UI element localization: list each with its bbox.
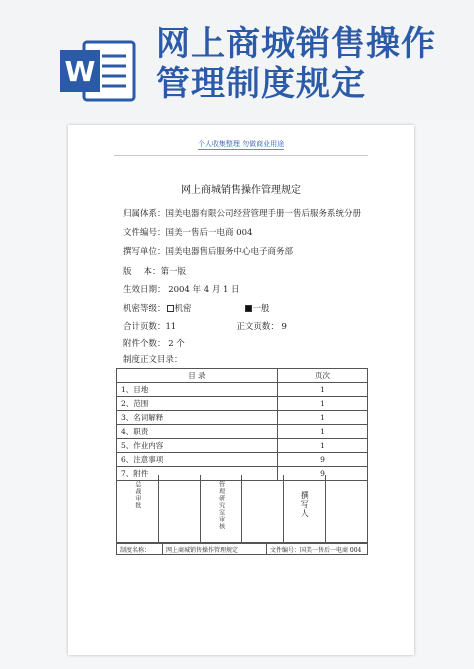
- field-toc-label: 制度正文目录：: [123, 355, 183, 365]
- field-secret-label: 机密等级：: [123, 304, 166, 314]
- checkbox-secret: [167, 305, 174, 312]
- toc-page: 1: [278, 439, 368, 453]
- table-header-row: [117, 369, 368, 383]
- field-file-no: 文件编号：国美一售后一电商 004: [123, 228, 253, 238]
- toc-item: 4、职责: [117, 425, 278, 439]
- field-writer-unit: 撰写单位：国美电器售后服务中心电子商务部: [123, 247, 294, 257]
- toc-page: 9: [278, 467, 368, 481]
- table-row: [117, 453, 368, 467]
- field-pages: [123, 320, 287, 332]
- toc-item: 3、名词解释: [117, 411, 278, 425]
- field-version: [123, 265, 186, 277]
- toc-page: 1: [278, 425, 368, 439]
- field-secret-opt2: 一般: [252, 304, 270, 314]
- toc-page: 9: [278, 453, 368, 467]
- page-note: [68, 139, 414, 149]
- signature-cell-review: [201, 475, 243, 542]
- signature-cell-blank: [326, 475, 367, 542]
- document-title: 网上商城销售操作管理规定: [181, 185, 301, 196]
- toc-item: 7、附件: [117, 467, 278, 481]
- field-version-value: 本：第一版: [143, 267, 187, 277]
- contents-table: [116, 368, 368, 481]
- word-document-icon: [58, 38, 136, 104]
- toc-item: 2、范围: [117, 397, 278, 411]
- field-total-pages: 合计页数：11: [123, 322, 177, 332]
- footer-name-label: 制度名称：: [117, 544, 163, 554]
- footer-name-value: 网上商城销售操作管理规定: [163, 544, 267, 554]
- checkbox-general: [245, 305, 252, 312]
- signature-label-ceo: 总裁审批: [133, 481, 141, 509]
- field-attachments: 附件个数： 2 个: [123, 339, 185, 349]
- signature-cell-writer: [284, 475, 326, 542]
- header-title: [156, 24, 456, 104]
- header-rule: [114, 155, 368, 156]
- header-title-line2: 管理制度规定: [156, 64, 366, 104]
- footer-row: [116, 543, 368, 555]
- svg-text:W: W: [64, 55, 96, 88]
- table-row: [117, 397, 368, 411]
- signature-label-writer: 撰写人: [300, 491, 310, 518]
- column-header-page: 页次: [278, 369, 368, 383]
- column-header-contents: 目 录: [117, 369, 278, 383]
- page-note-text: 个人收集整理 勿做商业用途: [197, 140, 285, 148]
- table-row: [117, 425, 368, 439]
- signature-label-review: 管理研究室审核: [217, 481, 225, 530]
- toc-page: 1: [278, 411, 368, 425]
- toc-page: 1: [278, 397, 368, 411]
- toc-page: 1: [278, 383, 368, 397]
- field-secret-level: [123, 302, 270, 314]
- document-page: [68, 125, 414, 655]
- field-effective-date: 生效日期： 2004 年 4 月 1 日: [123, 285, 240, 295]
- field-secret-opt1: 机密: [174, 304, 192, 314]
- header-title-line1: 网上商城销售操作: [156, 24, 436, 64]
- footer-file-no: 文件编号：国美一售后一电商 004: [270, 546, 362, 554]
- header: [0, 0, 474, 120]
- signature-cell-ceo: [117, 475, 159, 542]
- table-row: [117, 411, 368, 425]
- signature-cell-blank: [242, 475, 284, 542]
- field-version-label: 版: [123, 267, 132, 277]
- table-row: [117, 439, 368, 453]
- signature-cell-blank: [159, 475, 201, 542]
- toc-item: 1、目地: [117, 383, 278, 397]
- table-row: [117, 383, 368, 397]
- toc-item: 5、作业内容: [117, 439, 278, 453]
- signature-grid: [116, 475, 368, 543]
- field-body-pages: 正文页数： 9: [236, 322, 287, 332]
- field-belongs: 归属体系：国美电器有限公司经营管理手册一售后服务系统分册: [123, 209, 362, 219]
- toc-item: 6、注意事项: [117, 453, 278, 467]
